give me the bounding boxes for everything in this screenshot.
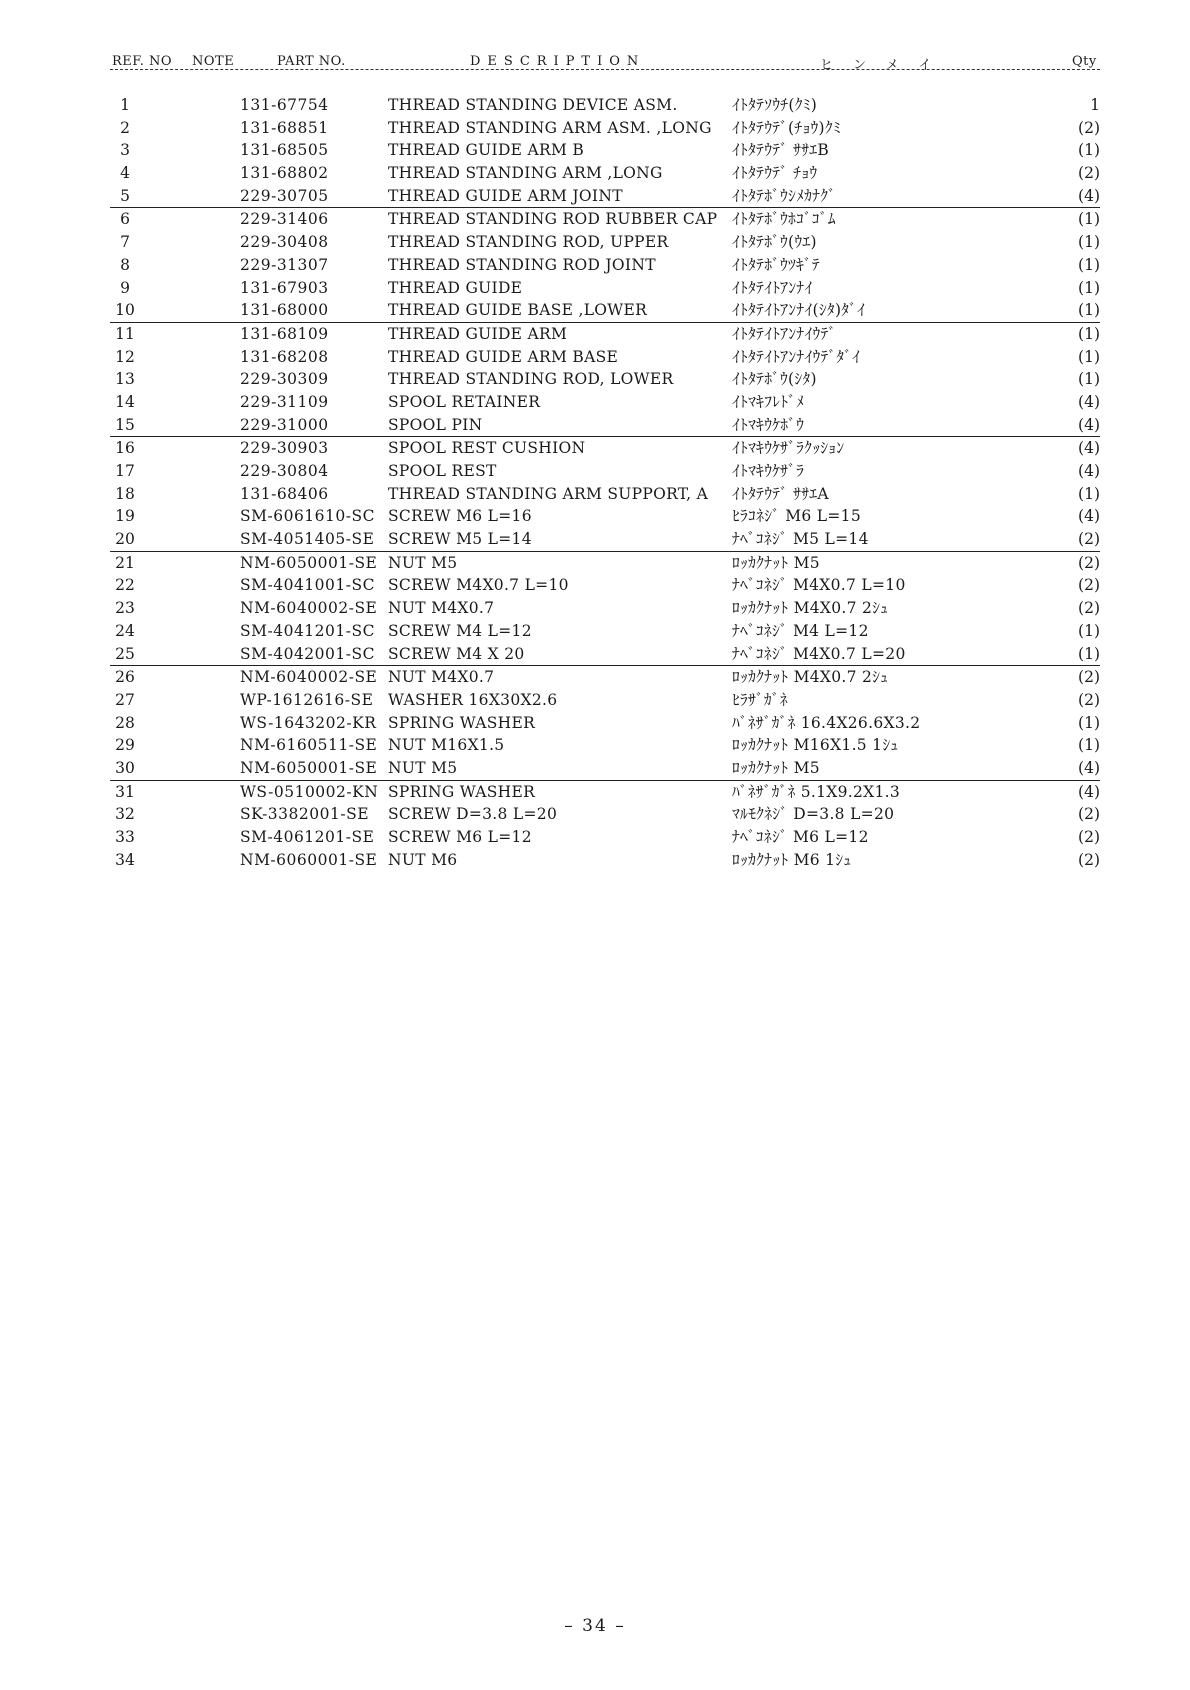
cell-part-no: 229-31109: [240, 392, 329, 411]
cell-part-no: SM-4061201-SE: [240, 828, 375, 846]
cell-ref-no: 24: [115, 621, 135, 640]
table-row: [110, 689, 1100, 712]
table-row: [110, 643, 1100, 666]
cell-part-no: 131-68406: [240, 484, 329, 503]
cell-description: SCREW M5 L=14: [388, 530, 532, 549]
table-row: [110, 346, 1100, 369]
cell-kana-name: ｲﾄﾏｷｳｹｻﾞﾗ: [732, 462, 805, 480]
cell-description: SPRING WASHER: [388, 713, 536, 732]
cell-qty: (4): [1078, 415, 1100, 434]
cell-description: SPOOL REST: [388, 462, 497, 480]
cell-ref-no: 1: [120, 96, 130, 114]
cell-description: SCREW M6 L=12: [388, 828, 532, 846]
cell-kana-name: ﾅﾍﾞｺﾈｼﾞ M4X0.7 L=20: [732, 644, 906, 663]
cell-kana-name: ｲﾄﾀﾃﾎﾞｳﾂｷﾞﾃ: [732, 255, 820, 274]
cell-description: SPOOL RETAINER: [388, 392, 541, 411]
page-number: – 34 –: [564, 1616, 626, 1636]
cell-qty: (2): [1078, 576, 1100, 595]
cell-qty: (1): [1078, 255, 1100, 274]
cell-ref-no: 17: [115, 462, 135, 480]
cell-ref-no: 19: [115, 507, 135, 526]
cell-ref-no: 22: [115, 576, 135, 595]
cell-ref-no: 20: [115, 530, 135, 549]
cell-kana-name: ﾅﾍﾞｺﾈｼﾞ M5 L=14: [732, 530, 869, 549]
cell-kana-name: ﾊﾞﾈｻﾞｶﾞﾈ 5.1X9.2X1.3: [732, 782, 901, 801]
table-row: [110, 826, 1100, 849]
cell-ref-no: 10: [115, 301, 135, 320]
cell-part-no: 131-67754: [240, 96, 329, 114]
cell-qty: (4): [1078, 507, 1100, 526]
table-row: [110, 620, 1100, 643]
cell-part-no: 229-30903: [240, 439, 329, 458]
cell-ref-no: 25: [115, 644, 135, 663]
table-row: [110, 780, 1100, 804]
cell-qty: (2): [1078, 850, 1100, 869]
cell-ref-no: 8: [120, 255, 130, 274]
cell-qty: (1): [1078, 301, 1100, 320]
cell-kana-name: ｲﾄﾀﾃｲﾄｱﾝﾅｲｳﾃﾞﾀﾞｲ: [732, 347, 861, 366]
cell-ref-no: 23: [115, 599, 135, 618]
header-qty: Qty: [1072, 54, 1097, 69]
cell-kana-name: ｲﾄﾀﾃｳﾃﾞ ｻｻｴA: [732, 484, 829, 503]
table-row: [110, 322, 1100, 346]
cell-kana-name: ｲﾄﾏｷｳｹｻﾞﾗｸｯｼｮﾝ: [732, 439, 845, 458]
cell-qty: (1): [1078, 736, 1100, 755]
cell-ref-no: 16: [115, 439, 135, 458]
cell-part-no: NM-6060001-SE: [240, 850, 378, 869]
cell-description: SCREW M6 L=16: [388, 507, 532, 526]
cell-part-no: NM-6050001-SE: [240, 553, 378, 572]
cell-qty: (2): [1078, 805, 1100, 824]
cell-description: NUT M6: [388, 850, 458, 869]
cell-description: THREAD STANDING ARM ASM. ,LONG: [388, 118, 712, 137]
table-row: [110, 849, 1100, 872]
table-row: [110, 803, 1100, 826]
cell-description: NUT M5: [388, 758, 458, 777]
header-kana-name: ヒンメイ: [820, 58, 952, 73]
cell-ref-no: 5: [120, 186, 130, 205]
cell-kana-name: ｲﾄﾀﾃﾎﾞｳﾎｺﾞｺﾞﾑ: [732, 210, 836, 229]
cell-description: THREAD STANDING ARM SUPPORT, A: [388, 484, 709, 503]
cell-description: THREAD STANDING ROD RUBBER CAP: [388, 210, 718, 229]
cell-part-no: 131-68109: [240, 324, 329, 343]
cell-ref-no: 9: [120, 278, 130, 297]
cell-qty: (1): [1078, 141, 1100, 160]
cell-ref-no: 30: [115, 758, 135, 777]
cell-description: THREAD GUIDE ARM BASE: [388, 347, 619, 366]
cell-part-no: 229-31406: [240, 210, 329, 229]
cell-description: SCREW M4 X 20: [388, 644, 525, 663]
cell-description: THREAD STANDING DEVICE ASM.: [388, 96, 678, 114]
cell-part-no: NM-6040002-SE: [240, 668, 378, 687]
cell-kana-name: ﾛｯｶｸﾅｯﾄ M5: [732, 553, 820, 572]
cell-description: THREAD GUIDE BASE ,LOWER: [388, 301, 648, 320]
cell-kana-name: ｲﾄﾀﾃﾎﾞｳ(ｼﾀ): [732, 370, 817, 389]
cell-kana-name: ﾊﾞﾈｻﾞｶﾞﾈ 16.4X26.6X3.2: [732, 713, 921, 732]
table-row: [110, 414, 1100, 437]
cell-qty: (2): [1078, 530, 1100, 549]
cell-qty: (1): [1078, 233, 1100, 252]
table-row: [110, 505, 1100, 528]
cell-description: THREAD STANDING ARM ,LONG: [388, 164, 663, 183]
cell-qty: (1): [1078, 278, 1100, 297]
cell-qty: (1): [1078, 210, 1100, 229]
cell-ref-no: 18: [115, 484, 135, 503]
cell-ref-no: 15: [115, 415, 135, 434]
cell-kana-name: ｲﾄﾏｷﾌﾚﾄﾞﾒ: [732, 392, 805, 411]
cell-kana-name: ﾅﾍﾞｺﾈｼﾞ M6 L=12: [732, 828, 869, 846]
cell-ref-no: 12: [115, 347, 135, 366]
cell-part-no: 131-68802: [240, 164, 329, 183]
cell-part-no: NM-6040002-SE: [240, 599, 378, 618]
table-row: [110, 460, 1100, 483]
cell-part-no: SM-4051405-SE: [240, 530, 375, 549]
cell-part-no: SM-4041001-SC: [240, 576, 375, 595]
cell-description: THREAD STANDING ROD, UPPER: [388, 233, 669, 252]
cell-kana-name: ｲﾄﾀﾃｲﾄｱﾝﾅｲ(ｼﾀ)ﾀﾞｲ: [732, 301, 866, 320]
header-note: NOTE: [192, 54, 235, 69]
cell-kana-name: ｲﾄﾏｷｳｹﾎﾞｳ: [732, 415, 805, 434]
cell-part-no: 229-30705: [240, 186, 329, 205]
cell-kana-name: ﾛｯｶｸﾅｯﾄ M6 1ｼｭ: [732, 850, 852, 869]
cell-qty: (1): [1078, 621, 1100, 640]
cell-kana-name: ｲﾄﾀﾃｿｳﾁ(ｸﾐ): [732, 96, 818, 114]
cell-ref-no: 11: [115, 324, 135, 343]
table-row: [110, 551, 1100, 575]
cell-kana-name: ｲﾄﾀﾃﾎﾞｳｼﾒｶﾅｸﾞ: [732, 186, 837, 205]
cell-qty: (4): [1078, 462, 1100, 480]
cell-kana-name: ｲﾄﾀﾃﾎﾞｳ(ｳｴ): [732, 233, 817, 252]
table-header: [110, 52, 1100, 74]
cell-qty: (2): [1078, 828, 1100, 846]
header-ref-no: REF. NO: [112, 54, 173, 69]
cell-qty: 1: [1090, 96, 1100, 114]
cell-part-no: WP-1612616-SE: [240, 690, 374, 709]
table-row: [110, 391, 1100, 414]
parts-table: [110, 94, 1100, 871]
cell-qty: (2): [1078, 118, 1100, 137]
cell-qty: (1): [1078, 347, 1100, 366]
cell-kana-name: ｲﾄﾀﾃｳﾃﾞ(ﾁｮｳ)ｸﾐ: [732, 118, 841, 137]
cell-ref-no: 28: [115, 713, 135, 732]
table-row: [110, 254, 1100, 277]
cell-part-no: 131-68851: [240, 118, 329, 137]
cell-description: NUT M5: [388, 553, 458, 572]
cell-part-no: 131-68208: [240, 347, 329, 366]
cell-qty: (2): [1078, 599, 1100, 618]
cell-description: THREAD GUIDE ARM JOINT: [388, 186, 623, 205]
cell-qty: (1): [1078, 370, 1100, 389]
cell-ref-no: 2: [120, 118, 130, 137]
header-divider: [110, 69, 1100, 70]
cell-description: SPOOL PIN: [388, 415, 483, 434]
cell-description: SPRING WASHER: [388, 782, 536, 801]
cell-description: SCREW D=3.8 L=20: [388, 805, 558, 824]
cell-kana-name: ﾛｯｶｸﾅｯﾄ M4X0.7 2ｼｭ: [732, 668, 889, 687]
table-row: [110, 277, 1100, 300]
table-row: [110, 734, 1100, 757]
header-description: DESCRIPTION: [470, 54, 646, 69]
cell-description: THREAD GUIDE: [388, 278, 523, 297]
cell-ref-no: 34: [115, 850, 135, 869]
cell-description: THREAD GUIDE ARM: [388, 324, 568, 343]
cell-ref-no: 31: [115, 782, 135, 801]
cell-part-no: WS-1643202-KR: [240, 713, 377, 732]
cell-qty: (1): [1078, 644, 1100, 663]
cell-qty: (1): [1078, 484, 1100, 503]
cell-description: NUT M16X1.5: [388, 736, 505, 755]
cell-qty: (1): [1078, 324, 1100, 343]
cell-qty: (2): [1078, 690, 1100, 709]
cell-qty: (2): [1078, 668, 1100, 687]
cell-part-no: NM-6050001-SE: [240, 758, 378, 777]
cell-ref-no: 14: [115, 392, 135, 411]
table-row: [110, 436, 1100, 460]
cell-ref-no: 6: [120, 210, 130, 229]
cell-description: SCREW M4X0.7 L=10: [388, 576, 569, 595]
table-row: [110, 185, 1100, 208]
cell-kana-name: ﾏﾙﾓｸﾈｼﾞ D=3.8 L=20: [732, 805, 895, 824]
header-part-no: PART NO.: [277, 54, 346, 69]
cell-part-no: 229-30804: [240, 462, 329, 480]
cell-qty: (2): [1078, 553, 1100, 572]
cell-description: SCREW M4 L=12: [388, 621, 532, 640]
table-row: [110, 483, 1100, 506]
table-row: [110, 299, 1100, 322]
cell-kana-name: ｲﾄﾀﾃｲﾄｱﾝﾅｲｳﾃﾞ: [732, 324, 837, 343]
table-row: [110, 94, 1100, 117]
cell-qty: (2): [1078, 164, 1100, 183]
table-row: [110, 574, 1100, 597]
cell-description: NUT M4X0.7: [388, 668, 495, 687]
cell-ref-no: 7: [120, 233, 130, 252]
cell-ref-no: 33: [115, 828, 135, 846]
cell-kana-name: ﾋﾗｺﾈｼﾞ M6 L=15: [732, 507, 861, 526]
table-row: [110, 117, 1100, 140]
table-row: [110, 528, 1100, 551]
cell-part-no: SM-4042001-SC: [240, 644, 375, 663]
cell-kana-name: ﾅﾍﾞｺﾈｼﾞ M4X0.7 L=10: [732, 576, 906, 595]
cell-part-no: WS-0510002-KN: [240, 782, 379, 801]
cell-kana-name: ﾅﾍﾞｺﾈｼﾞ M4 L=12: [732, 621, 869, 640]
table-row: [110, 207, 1100, 231]
cell-part-no: 229-31000: [240, 415, 329, 434]
cell-kana-name: ﾋﾗｻﾞｶﾞﾈ: [732, 690, 788, 709]
cell-description: THREAD STANDING ROD JOINT: [388, 255, 656, 274]
table-row: [110, 712, 1100, 735]
table-row: [110, 139, 1100, 162]
cell-part-no: 131-67903: [240, 278, 329, 297]
table-row: [110, 162, 1100, 185]
cell-description: NUT M4X0.7: [388, 599, 495, 618]
cell-qty: (4): [1078, 758, 1100, 777]
cell-qty: (4): [1078, 392, 1100, 411]
cell-part-no: 229-30309: [240, 370, 329, 389]
cell-ref-no: 21: [115, 553, 135, 572]
cell-part-no: SM-4041201-SC: [240, 621, 375, 640]
table-row: [110, 757, 1100, 780]
cell-part-no: SM-6061610-SC: [240, 507, 375, 526]
cell-kana-name: ｲﾄﾀﾃｲﾄｱﾝﾅｲ: [732, 278, 813, 297]
cell-part-no: 229-31307: [240, 255, 329, 274]
cell-kana-name: ﾛｯｶｸﾅｯﾄ M16X1.5 1ｼｭ: [732, 736, 899, 755]
cell-part-no: 131-68505: [240, 141, 329, 160]
cell-qty: (1): [1078, 713, 1100, 732]
cell-kana-name: ﾛｯｶｸﾅｯﾄ M4X0.7 2ｼｭ: [732, 599, 889, 618]
table-row: [110, 597, 1100, 620]
cell-kana-name: ﾛｯｶｸﾅｯﾄ M5: [732, 758, 820, 777]
cell-part-no: SK-3382001-SE: [240, 805, 370, 824]
cell-ref-no: 4: [120, 164, 130, 183]
table-row: [110, 231, 1100, 254]
cell-part-no: NM-6160511-SE: [240, 736, 378, 755]
cell-qty: (4): [1078, 782, 1100, 801]
cell-ref-no: 29: [115, 736, 135, 755]
cell-qty: (4): [1078, 439, 1100, 458]
cell-kana-name: ｲﾄﾀﾃｳﾃﾞ ﾁｮｳ: [732, 164, 818, 183]
cell-kana-name: ｲﾄﾀﾃｳﾃﾞ ｻｻｴB: [732, 141, 830, 160]
table-row: [110, 368, 1100, 391]
cell-ref-no: 26: [115, 668, 135, 687]
cell-description: THREAD GUIDE ARM B: [388, 141, 585, 160]
cell-ref-no: 32: [115, 805, 135, 824]
cell-ref-no: 13: [115, 370, 135, 389]
cell-ref-no: 3: [120, 141, 130, 160]
cell-description: SPOOL REST CUSHION: [388, 439, 586, 458]
cell-part-no: 131-68000: [240, 301, 329, 320]
cell-ref-no: 27: [115, 690, 135, 709]
cell-qty: (4): [1078, 186, 1100, 205]
cell-description: WASHER 16X30X2.6: [388, 690, 558, 709]
cell-description: THREAD STANDING ROD, LOWER: [388, 370, 674, 389]
cell-part-no: 229-30408: [240, 233, 329, 252]
table-row: [110, 665, 1100, 689]
